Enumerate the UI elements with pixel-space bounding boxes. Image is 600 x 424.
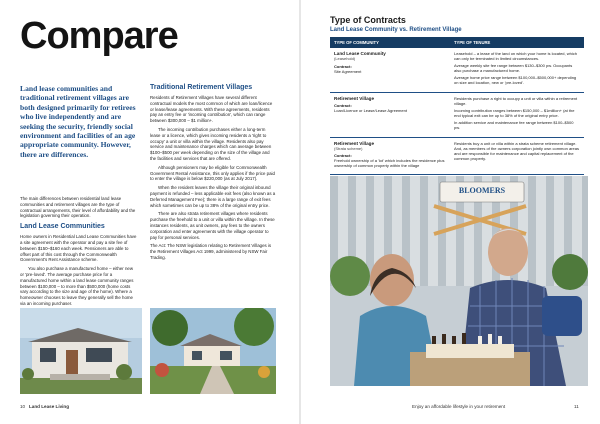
tenure-cell <box>450 92 584 137</box>
manufactured-home-photo <box>20 308 142 394</box>
trv-paragraph: When the resident leaves the village their original inbound payment is refunded – less applicable exit fees (also known as a Deferred Management Fee); there is a large range of exit fees which sometimes can be up to 38% of the original entry price. <box>150 185 276 208</box>
table-row <box>330 92 584 137</box>
trv-act-paragraph: The Act: The NSW legislation relating to Retirement Villages is the Retirement Villages Act 1999, administered by NSW Fair Trading. <box>150 243 272 260</box>
tenure-text: Residents buy a unit or villa within a strata scheme retirement village. And, as members of the owners corporation jointly own common areas and are responsible for maintenance and capital replacement of the common property. <box>454 140 579 162</box>
tenure-text: Average home price range between $100,000–$500,000+ depending on size and location, new or 'pre-loved'. <box>454 75 577 86</box>
llc-paragraph: You also purchase a manufactured home – either new or 'pre-loved'. The average purchase price for a manufactured home within a land lease community ranges between $100,000 – to more than $500,000 (home costs vary according to the size and age of the home). Where a homeowner chooses to leave they generally sell the home via an incoming purchaser. <box>20 266 134 306</box>
middle-column <box>150 84 276 264</box>
table-row <box>330 137 584 174</box>
community-cell <box>330 137 450 174</box>
tenure-text: In addition service and maintenance fee range between $100–$500 pw. <box>454 119 574 130</box>
footer-title: Land Lease Living <box>28 404 70 409</box>
llc-heading: Land Lease Communities <box>20 223 105 231</box>
intro-paragraph: Land lease communities and traditional retirement villages are both designed primarily for retirees who live independently and are seeking the security, friendly social environment and facilities of an age appropriate community. However, there are differences. <box>20 84 136 159</box>
tenure-text: Average weekly site fee range between $130–$300 pw. Occupants also purchase a manufactured home. <box>454 63 573 74</box>
contract-value: Loan/Licence or Lease/Lease Agreement <box>334 108 407 114</box>
llc-paragraph: Home owners in Residential Land Lease Communities have a site agreement with the operator and pay a site fee of between $150–$160 each week. Pensioners are able to offset part of this cost through the Commonwealth Government's Rent Assistance scheme. <box>20 234 137 263</box>
community-type: Retirement Village <box>334 140 374 146</box>
contracts-title: Type of Contracts <box>330 15 406 25</box>
contracts-table <box>330 37 584 175</box>
sign-text: BLOOMERS <box>458 186 506 195</box>
community-subtype: (Leasehold) <box>334 56 356 62</box>
contract-value: Site Agreement <box>334 68 362 74</box>
contract-value: Freehold ownership of a 'lot' which includes the residence plus ownership of common property within the village <box>334 158 445 169</box>
table-row <box>330 48 584 92</box>
garden-illustration <box>150 308 276 394</box>
chess-scene-illustration <box>330 176 588 386</box>
differences-paragraph: The main differences between residential land lease communities and retirement villages are the type of contractual arrangements, their level of affordability and the legislation governing their operation. <box>20 196 136 219</box>
tenure-text: Residents purchase a right to occupy a unit or villa within a retirement village. <box>454 95 578 107</box>
table-header-row <box>330 37 584 48</box>
community-type: Land Lease Community <box>334 51 386 57</box>
tenure-text: Leasehold – a lease of the land on which your home is located, which can only be terminated in limited circumstances. <box>454 51 577 62</box>
page-title: Compare <box>20 15 178 57</box>
right-page <box>300 0 600 424</box>
contract-label: Contract: <box>334 153 352 159</box>
tenure-text: Incoming contribution ranges between $150,000 – $1million+ (at the end typical exit can be up to 38% of the original entry price. <box>454 107 575 119</box>
contracts-subtitle: Land Lease Community vs. Retirement Village <box>330 27 462 33</box>
village-garden-photo <box>150 308 276 394</box>
column-header: TYPE OF COMMUNITY <box>330 37 450 48</box>
right-footer-tagline: Enjoy an affordable lifestyle in your retirement <box>412 404 506 409</box>
page-number: 10 <box>20 404 26 409</box>
community-type: Retirement Village <box>334 95 374 101</box>
trv-paragraph: Residents of Retirement Villages have several different contractual models the most common of which are loan/licence or lease/lease agreements. With these agreements, residents pay an entry fee or 'incoming contribution', which can range between $300,000 – $1 million+. <box>150 95 273 124</box>
left-footer <box>20 404 69 409</box>
trv-paragraph: There are also strata retirement villages where residents purchase the freehold to a unit or villa within the village. In these instances residents, as unit owners, pay fees to the owners corporation and enter agreements with the village operator to pay for personal services. <box>150 211 275 240</box>
trv-heading: Traditional Retirement Villages <box>150 84 253 91</box>
community-subtype: (Strata scheme) <box>334 145 363 151</box>
column-header: TYPE OF TENURE <box>450 37 584 48</box>
tenure-cell <box>450 48 584 92</box>
community-cell <box>330 92 450 137</box>
trv-paragraph: Although pensioners may be eligible for Commonwealth Government Rental Assistance, this only applies if the price paid to enter the village is below $220,000 (as at July 2017). <box>150 164 275 182</box>
trv-paragraph: The incoming contribution purchases either a long-term lease or a licence, which gives incoming residents a 'right to occupy' a unit or villa within the village. Residents also pay service and maintenance charges which can average between $100–$500 per week depending on the size of the village and the facilities and services that are offered. <box>150 126 272 161</box>
contract-label: Contract: <box>334 63 352 69</box>
community-cell <box>330 48 450 92</box>
contract-label: Contract: <box>334 103 352 109</box>
tenure-cell <box>450 137 584 174</box>
residents-chess-photo <box>330 176 588 386</box>
house-illustration <box>20 308 142 394</box>
page-number: 11 <box>574 404 579 409</box>
